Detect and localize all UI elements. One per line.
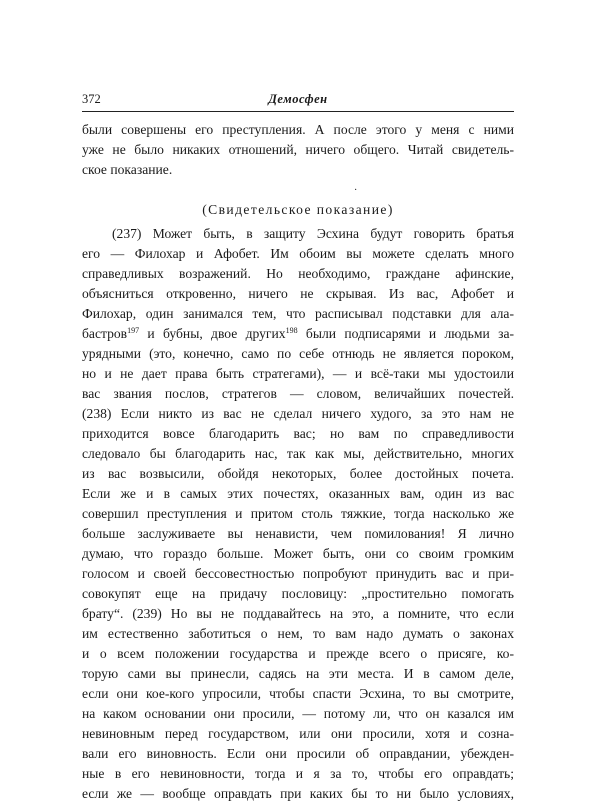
text-line: Если же и в самых этих почестях, оказанных вам, один из вас <box>82 486 514 501</box>
text-run: бастров <box>82 326 128 341</box>
text-line: больше заслуживаете вы ненависти, чем помилования! Я лично <box>82 526 514 541</box>
section-heading: (Свидетельское показание) <box>202 202 394 217</box>
text-line: голосом и своей бессовестностью попробуют принудить вас и при- <box>82 566 514 581</box>
text-line: если они кое-кого упросили, чтобы спасти Эсхина, то вы смотрите, <box>82 686 514 701</box>
text-line: если же — вообще оправдать при каких бы то ни было условиях, <box>82 786 514 801</box>
text-line: приходится вовсе благодарить вас; но вам по справедливости <box>82 426 514 441</box>
text-line: невиновным перед государством, или они просили, хотя и созна- <box>82 726 514 741</box>
running-title: Демосфен <box>268 92 328 106</box>
text-line: из вас возвысили, обойдя некоторых, более достойных почета. <box>82 466 514 481</box>
text-line: вас звания послов, стратегов — словом, величайших почестей. <box>82 386 514 401</box>
text-line: Филохар, один занимался тем, что расписывал подставки для ала- <box>82 306 514 321</box>
text-line: ское показание. <box>82 162 173 177</box>
footnote-ref-198: 198 <box>285 326 298 335</box>
text-line-with-footnotes <box>82 324 514 344</box>
text-line: справедливых возражений. Но необходимо, граждане афинские, <box>82 266 514 281</box>
separator-dot: · <box>354 185 358 196</box>
text-line: совокупят еще на придачу пословицу: „простительно помогать <box>82 586 514 601</box>
footnote-ref-197: 197 <box>127 326 140 335</box>
text-line: торую сами вы принесли, садясь на эти места. И в самом деле, <box>82 666 514 681</box>
running-head <box>82 88 514 110</box>
page-number: 372 <box>82 92 101 106</box>
text-line: совершил преступления и притом столь тяжкие, тогда насколько же <box>82 506 514 521</box>
text-line: но и не дает права быть стратегами), — и всё-таки мы удостоили <box>82 366 514 381</box>
text-line: урядными (это, конечно, само по себе отнюдь не является пороком, <box>82 346 514 361</box>
text-line: следовало бы благодарить нас, так как мы, действительно, многих <box>82 446 514 461</box>
text-line: были совершены его преступления. А после этого у меня с ними <box>82 122 514 137</box>
text-line: брату“. (239) Но вы не поддавайтесь на это, а помните, что если <box>82 606 514 621</box>
text-line: (238) Если никто из вас не сделал ничего худого, за это нам не <box>82 406 514 421</box>
text-line: уже не было никаких отношений, ничего общего. Читай свидетель- <box>82 142 514 157</box>
text-line: им естественно заботиться о нем, то вам надо думать о законах <box>82 626 514 641</box>
text-line: вали его виновность. Если они просили об оправдании, убежден- <box>82 746 514 761</box>
header-rule <box>82 111 514 112</box>
text-line: (237) Может быть, в защиту Эсхина будут говорить братья <box>112 226 514 241</box>
text-line: объясниться откровенно, ничего не скрывая. Из вас, Афобет и <box>82 286 514 301</box>
text-line: ные в его невиновности, тогда и я за то, чтобы его оправдать; <box>82 766 514 781</box>
text-line: и о всем положении государства и прежде всего о присяге, ко- <box>82 646 514 661</box>
text-line: на каком основании они просили, — потому ли, что он казался им <box>82 706 514 721</box>
text-line: думаю, что гораздо больше. Может быть, они со своим громким <box>82 546 514 561</box>
text-run: были подписарями и людьми за- <box>297 326 515 341</box>
text-line: его — Филохар и Афобет. Им обоим вы можете сделать много <box>82 246 514 261</box>
text-run: и бубны, двое других <box>139 326 286 341</box>
